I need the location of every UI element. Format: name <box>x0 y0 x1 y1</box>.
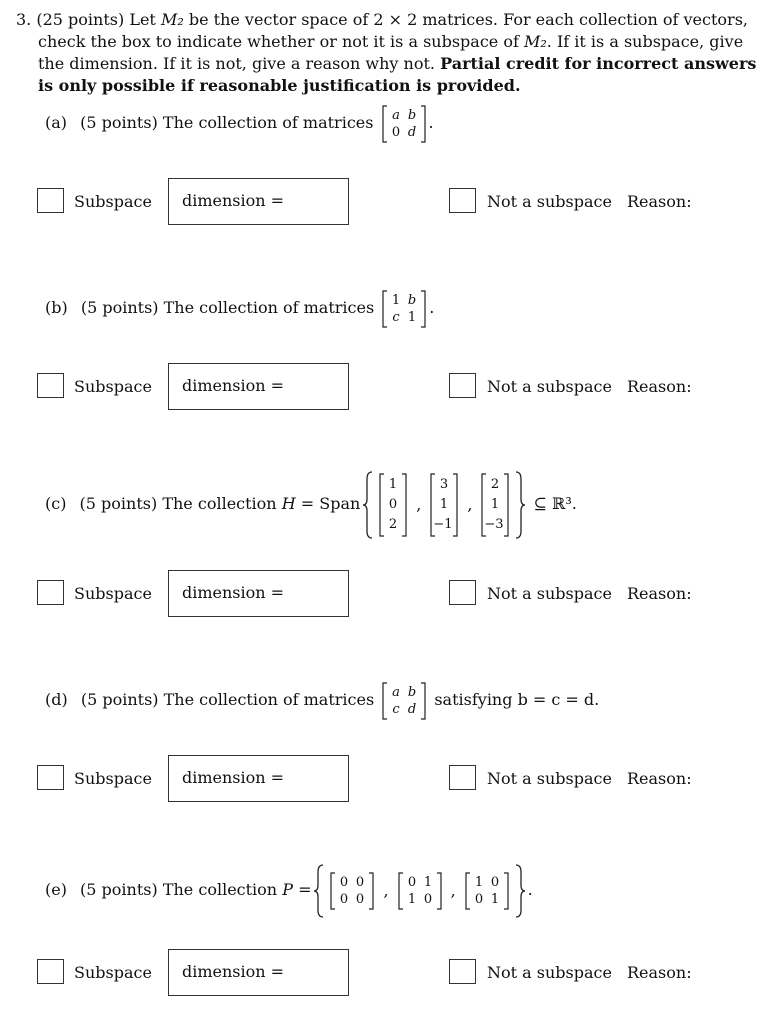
matrix-entry: 1 <box>407 891 416 907</box>
matrix-entry: 1 <box>392 292 401 308</box>
not-subspace-checkbox[interactable] <box>449 959 476 984</box>
matrix-entry: c <box>392 701 400 717</box>
reason-label: Reason: <box>627 769 692 788</box>
matrix-entry: 0 <box>407 874 416 890</box>
matrix-entry: b <box>407 107 416 123</box>
not-subspace-checkbox[interactable] <box>449 188 476 213</box>
subspace-checkbox[interactable] <box>37 373 64 398</box>
matrix-entry: 0 <box>340 874 349 890</box>
column-vector <box>429 473 459 537</box>
dimension-input[interactable]: dimension = <box>168 755 349 802</box>
vector-entry: 2 <box>491 476 500 492</box>
part-c-question: (c) (5 points) The collection H = Span 1 0 2 , 3 1 −1 , 2 1 −3 ⊆ ℝ³. <box>45 470 577 538</box>
not-subspace-label: Not a subspace <box>487 192 612 211</box>
right-brace <box>514 471 526 539</box>
matrix <box>464 872 510 910</box>
vector-entry: 1 <box>491 496 500 512</box>
problem-statement: 3. (25 points) Let M₂ be the vector space of 2 × 2 matrices. For each collection of vectors, check the box to indicate whether or not it is a subspace of M₂. If it is a subspace, give the dimension. If it is not, give a reason why not. Partial credit for incorrect answers is only possible if reasonable justification is provided. <box>16 10 757 95</box>
subspace-checkbox[interactable] <box>37 188 64 213</box>
subspace-label: Subspace <box>74 769 152 788</box>
part-d-question: (d) (5 points) The collection of matrices a b c d satisfying b = c = d. <box>45 681 599 719</box>
subspace-checkbox[interactable] <box>37 959 64 984</box>
dimension-input[interactable]: dimension = <box>168 949 349 996</box>
right-brace <box>514 864 526 918</box>
matrix-entry: d <box>408 701 417 717</box>
matrix-entry: 1 <box>490 891 499 907</box>
not-subspace-label: Not a subspace <box>487 769 612 788</box>
vector-entry: −1 <box>433 516 453 532</box>
matrix-entry: 1 <box>474 874 483 890</box>
not-subspace-checkbox[interactable] <box>449 373 476 398</box>
matrix-entry: 0 <box>340 891 349 907</box>
dimension-input[interactable]: dimension = <box>168 570 349 617</box>
matrix-entry: 0 <box>423 891 432 907</box>
matrix-entry: b <box>408 684 417 700</box>
column-vector <box>480 473 510 537</box>
subspace-checkbox[interactable] <box>37 765 64 790</box>
left-brace <box>362 471 374 539</box>
subspace-label: Subspace <box>74 192 152 211</box>
reason-label: Reason: <box>627 584 692 603</box>
subspace-label: Subspace <box>74 584 152 603</box>
part-a-question: (a) (5 points) The collection of matrices a b 0 d . <box>45 104 434 142</box>
problem-number: 3. <box>16 10 32 29</box>
vector-entry: 0 <box>389 496 398 512</box>
vector-entry: 2 <box>389 516 398 532</box>
matrix-entry: 0 <box>356 874 365 890</box>
dimension-input[interactable]: dimension = <box>168 363 349 410</box>
matrix <box>397 872 443 910</box>
matrix-entry: 0 <box>490 874 499 890</box>
matrix-entry: 1 <box>423 874 432 890</box>
subspace-checkbox[interactable] <box>37 580 64 605</box>
part-b-question: (b) (5 points) The collection of matrices 1 b c 1 . <box>45 289 434 327</box>
matrix <box>381 290 427 328</box>
matrix <box>329 872 375 910</box>
vector-entry: 1 <box>389 476 398 492</box>
matrix-entry: b <box>408 292 417 308</box>
left-brace <box>313 864 325 918</box>
vector-entry: 1 <box>440 496 449 512</box>
reason-label: Reason: <box>627 192 692 211</box>
part-e-question: (e) (5 points) The collection P = 0 0 0 0 , 0 1 1 0 , 1 0 0 1 . <box>45 862 533 918</box>
matrix-entry: d <box>407 124 416 140</box>
matrix-entry: 0 <box>391 124 400 140</box>
subspace-label: Subspace <box>74 377 152 396</box>
subspace-label: Subspace <box>74 963 152 982</box>
dimension-input[interactable]: dimension = <box>168 178 349 225</box>
not-subspace-label: Not a subspace <box>487 584 612 603</box>
reason-label: Reason: <box>627 377 692 396</box>
matrix <box>381 105 427 143</box>
vector-entry: 3 <box>440 476 449 492</box>
matrix-entry: 0 <box>356 891 365 907</box>
vector-entry: −3 <box>484 516 505 532</box>
justification-note: Partial credit for incorrect answers is only possible if reasonable justification is provided. <box>38 54 757 95</box>
not-subspace-checkbox[interactable] <box>449 765 476 790</box>
matrix-entry: a <box>392 684 401 700</box>
not-subspace-label: Not a subspace <box>487 963 612 982</box>
matrix-entry: 0 <box>474 891 483 907</box>
matrix-entry: a <box>391 107 400 123</box>
not-subspace-checkbox[interactable] <box>449 580 476 605</box>
matrix <box>381 682 427 720</box>
matrix-entry: 1 <box>408 309 417 325</box>
matrix-entry: c <box>392 309 400 325</box>
not-subspace-label: Not a subspace <box>487 377 612 396</box>
problem-points: (25 points) <box>36 10 125 29</box>
column-vector <box>378 473 408 537</box>
reason-label: Reason: <box>627 963 692 982</box>
